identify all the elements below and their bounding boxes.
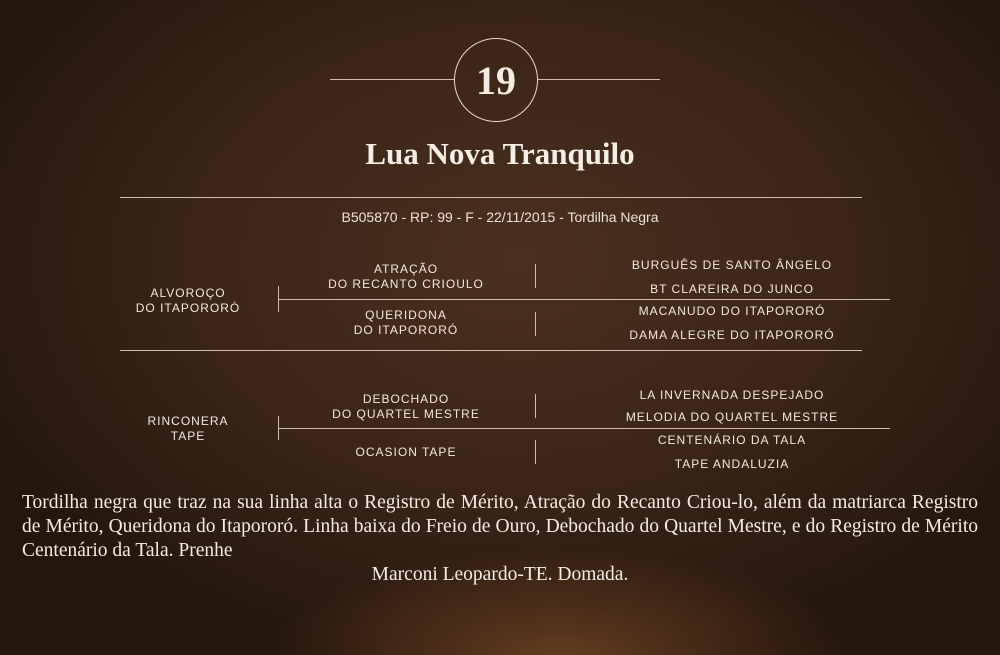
pedigree-dam-dam-dam: TAPE ANDALUZIA (674, 457, 790, 471)
pedigree-divider (535, 394, 536, 418)
pedigree-dam-sire-sire: LA INVERNADA DESPEJADO (639, 388, 825, 402)
pedigree-sire-sire-dam: BT CLAREIRA DO JUNCO (650, 282, 814, 296)
title-divider (120, 197, 862, 198)
pedigree-connector (278, 299, 890, 300)
pedigree-divider (535, 264, 536, 288)
pedigree-sire-sire-sire: BURGUÊS DE SANTO ÂNGELO (631, 258, 833, 272)
pedigree-sire-dam-dam: DAMA ALEGRE DO ITAPORORÓ (629, 328, 835, 342)
pedigree-dam-sire-dam: MELODIA DO QUARTEL MESTRE (625, 410, 839, 424)
horse-registration-info: B505870 - RP: 99 - F - 22/11/2015 - Tordilha Negra (341, 209, 659, 225)
pedigree-dam: RINCONERA TAPE (147, 414, 229, 443)
pedigree-dam-dam-sire: CENTENÁRIO DA TALA (657, 433, 807, 447)
horse-name: Lua Nova Tranquilo (365, 136, 635, 171)
lot-number: 19 (454, 38, 538, 122)
pedigree-sire: ALVOROÇO DO ITAPORORÓ (135, 286, 241, 315)
pedigree-connector (278, 428, 890, 429)
pedigree-section-divider (120, 350, 862, 351)
pedigree-sire-dam: QUERIDONA DO ITAPORORÓ (353, 308, 459, 337)
horse-description (22, 491, 978, 587)
pedigree-sire-dam-sire: MACANUDO DO ITAPORORÓ (638, 304, 826, 318)
pedigree-dam-dam: OCASION TAPE (355, 445, 457, 459)
description-last-line: Marconi Leopardo-TE. Domada. (371, 564, 629, 585)
pedigree-divider (535, 440, 536, 464)
pedigree-dam-sire: DEBOCHADO DO QUARTEL MESTRE (332, 392, 480, 421)
description-body: Tordilha negra que traz na sua linha alta o Registro de Mérito, Atração do Recanto Criou-lo, além da matriarca Registro de Mérito, Queridona do Itapororó. Linha baixa do Freio de Ouro, Debochado do Quartel Mestre, e do Registro de Mérito Centenário da Tala. Prenhe (22, 492, 978, 561)
pedigree-divider (535, 312, 536, 336)
header-rule-right (538, 79, 660, 80)
pedigree-sire-sire: ATRAÇÃO DO RECANTO CRIOULO (328, 262, 484, 291)
header-rule-left (330, 79, 454, 80)
